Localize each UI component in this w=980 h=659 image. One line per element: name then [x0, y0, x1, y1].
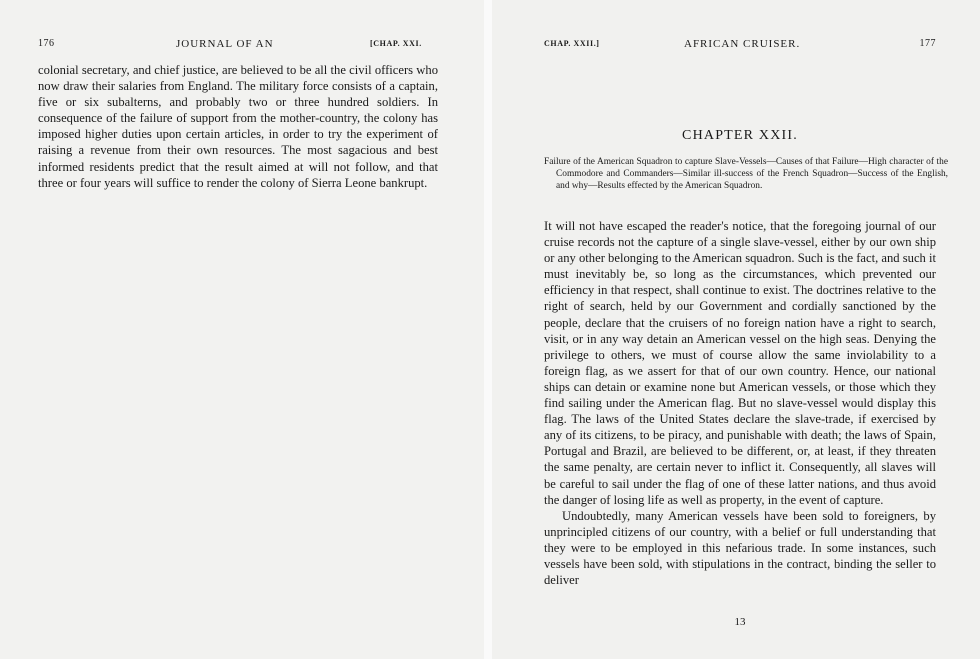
right-paragraph-2: Undoubtedly, many American vessels have been sold to foreigners, by unprincipled citizens of our country, with a belief or full understanding that they were to be employed in this nefarious trade. In some instances, such vessels have been sold, with stipulations in the contract, binding the seller to deliver [544, 508, 936, 588]
chapter-title: CHAPTER XXII. [682, 128, 798, 143]
right-chapter-ref: CHAP. XXII.] [544, 39, 600, 48]
right-body-text [544, 218, 936, 588]
book-gutter [484, 0, 492, 659]
signature-mark: 13 [734, 616, 746, 628]
left-page-number: 176 [38, 38, 55, 49]
right-page [492, 0, 980, 659]
left-running-head [38, 38, 438, 52]
left-body-text [38, 62, 438, 191]
chapter-summary: Failure of the American Squadron to capture Slave-Vessels—Causes of that Failure—High character of the Commodore and Commanders—Similar ill-success of the French Squadron—Success of the English, and why—Results effected by the American Squadron. [544, 157, 948, 192]
right-page-number: 177 [919, 38, 936, 49]
left-page [0, 0, 484, 659]
left-running-title: JOURNAL OF AN [176, 38, 274, 50]
right-paragraph-1: It will not have escaped the reader's notice, that the foregoing journal of our cruise records not the capture of a single slave-vessel, either by our own ship or any other belonging to the American squadron. Such is the fact, and such it must inevitably be, so long as the circumstances, which prevented our efficiency in that respect, shall continue to exist. The doctrines relative to the right of search, held by our Government and cordially sanctioned by the people, declare that the cruisers of no foreign nation have a right to search, visit, or in any way detain an American vessel on the high seas. Denying the privilege to others, we must of course allow the same inviolability to a foreign flag, as we assert for that of our own country. Hence, our national ships can detain or examine none but American vessels, or those which they find sailing under the American flag. But no slave-vessel would display this flag. The laws of the United States declare the slave-trade, if exercised by any of its citizens, to be piracy, and punishable with death; the laws of Spain, Portugal and Brazil, are believed to be different, or, at least, if they threaten the same penalty, are certain never to inflict it. Consequently, all slaves will be careful to sail under the flag of one of these latter nations, and thus avoid the danger of losing life as well as property, in the event of capture. [544, 219, 936, 507]
left-chapter-ref: [CHAP. XXI. [370, 39, 422, 48]
right-running-head [544, 38, 936, 52]
left-paragraph: colonial secretary, and chief justice, are believed to be all the civil officers who now draw their salaries from England. The military force consists of a captain, five or six subalterns, and probably two or three hundred soldiers. In consequence of the failure of support from the mother-country, the colony has imposed higher duties upon certain articles, in order to try the experiment of raising a revenue from their own resources. The most sagacious and best informed residents predict that the result aimed at will not follow, and that three or four years will suffice to render the colony of Sierra Leone bankrupt. [38, 63, 438, 190]
right-running-title: AFRICAN CRUISER. [684, 38, 801, 50]
